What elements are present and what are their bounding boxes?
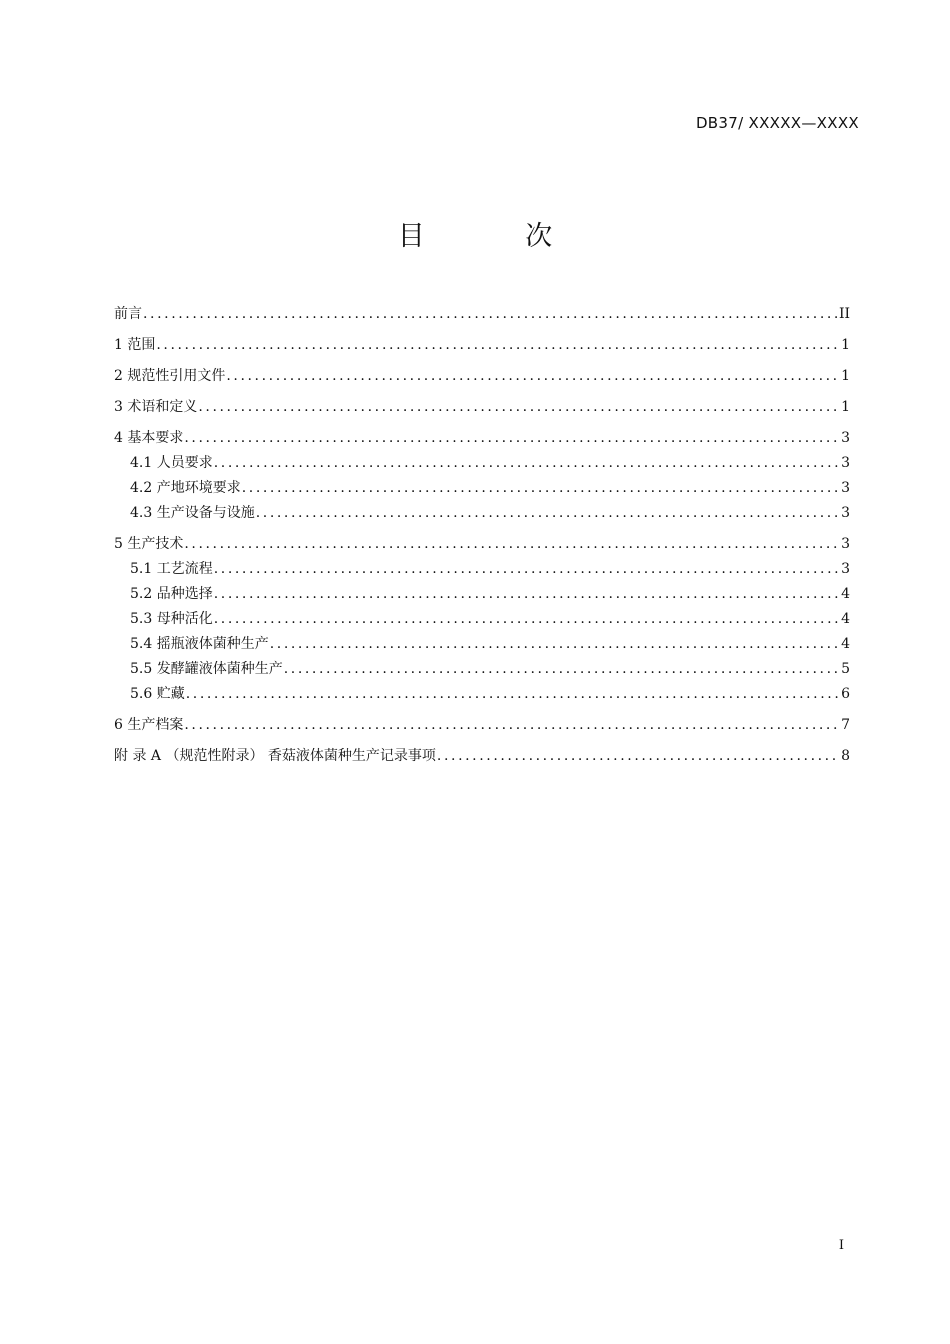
toc-entry-environment[interactable] [114,476,850,501]
toc-entry-label: 4.3 生产设备与设施 [130,505,255,521]
toc-entry-page: 7 [841,717,850,733]
toc-entry-label: 5.3 母种活化 [130,611,213,627]
toc-leader-dots [214,451,840,476]
toc-leader-dots [184,713,840,738]
toc-leader-dots [437,744,840,769]
toc-entry-scope[interactable] [114,333,850,358]
toc-entry-page: 3 [841,561,850,577]
toc-leader-dots [143,302,838,327]
toc-leader-dots [198,395,840,420]
table-of-contents [114,302,850,769]
toc-entry-fermenter[interactable] [114,657,850,682]
toc-entry-page: 4 [841,586,850,602]
toc-entry-page: 1 [841,368,850,384]
toc-entry-page: 4 [841,636,850,652]
toc-entry-production-technology[interactable] [114,532,850,557]
toc-leader-dots [184,426,840,451]
toc-leader-dots [156,333,840,358]
toc-leader-dots [214,607,840,632]
toc-leader-dots [214,582,840,607]
toc-leader-dots [284,657,840,682]
toc-leader-dots [256,501,840,526]
toc-entry-page: 4 [841,611,850,627]
toc-entry-variety-selection[interactable] [114,582,850,607]
toc-entry-page: II [838,306,850,322]
toc-entry-basic-requirements[interactable] [114,426,850,451]
toc-entry-page: 5 [841,661,850,677]
toc-entry-label: 4.1 人员要求 [130,455,213,471]
toc-entry-label: 3 术语和定义 [114,399,198,415]
toc-entry-label: 附 录 A （规范性附录） 香菇液体菌种生产记录事项 [114,748,436,764]
toc-entry-page: 1 [841,337,850,353]
toc-entry-storage[interactable] [114,682,850,707]
toc-entry-page: 3 [841,455,850,471]
toc-entry-label: 4 基本要求 [114,430,184,446]
toc-entry-production-records[interactable] [114,713,850,738]
toc-entry-label: 5.2 品种选择 [130,586,213,602]
page-title: 目 次 [397,221,599,252]
toc-entry-mother-culture[interactable] [114,607,850,632]
toc-entry-process-flow[interactable] [114,557,850,582]
toc-entry-shake-flask[interactable] [114,632,850,657]
toc-leader-dots [242,476,840,501]
toc-leader-dots [270,632,840,657]
toc-entry-foreword[interactable] [114,302,850,327]
footer-page-number: I [838,1238,844,1253]
toc-entry-label: 2 规范性引用文件 [114,368,226,384]
toc-entry-label: 前言 [114,306,142,322]
toc-leader-dots [186,682,840,707]
toc-entry-label: 6 生产档案 [114,717,184,733]
toc-entry-page: 1 [841,399,850,415]
toc-entry-page: 3 [841,430,850,446]
toc-entry-terms-definitions[interactable] [114,395,850,420]
toc-entry-equipment[interactable] [114,501,850,526]
toc-entry-personnel[interactable] [114,451,850,476]
toc-entry-label: 5 生产技术 [114,536,184,552]
toc-entry-label: 5.6 贮藏 [130,686,185,702]
toc-entry-label: 5.4 摇瓶液体菌种生产 [130,636,269,652]
toc-entry-page: 3 [841,480,850,496]
toc-entry-page: 3 [841,505,850,521]
toc-leader-dots [214,557,840,582]
toc-entry-page: 6 [841,686,850,702]
toc-entry-page: 8 [841,748,850,764]
document-code: DB37/ XXXXX—XXXX [695,114,859,132]
toc-leader-dots [184,532,840,557]
toc-leader-dots [226,364,840,389]
toc-entry-label: 1 范围 [114,337,156,353]
toc-entry-label: 4.2 产地环境要求 [130,480,241,496]
toc-entry-page: 3 [841,536,850,552]
toc-entry-appendix-a[interactable] [114,744,850,769]
toc-entry-label: 5.1 工艺流程 [130,561,213,577]
toc-entry-normative-references[interactable] [114,364,850,389]
toc-entry-label: 5.5 发酵罐液体菌种生产 [130,661,283,677]
